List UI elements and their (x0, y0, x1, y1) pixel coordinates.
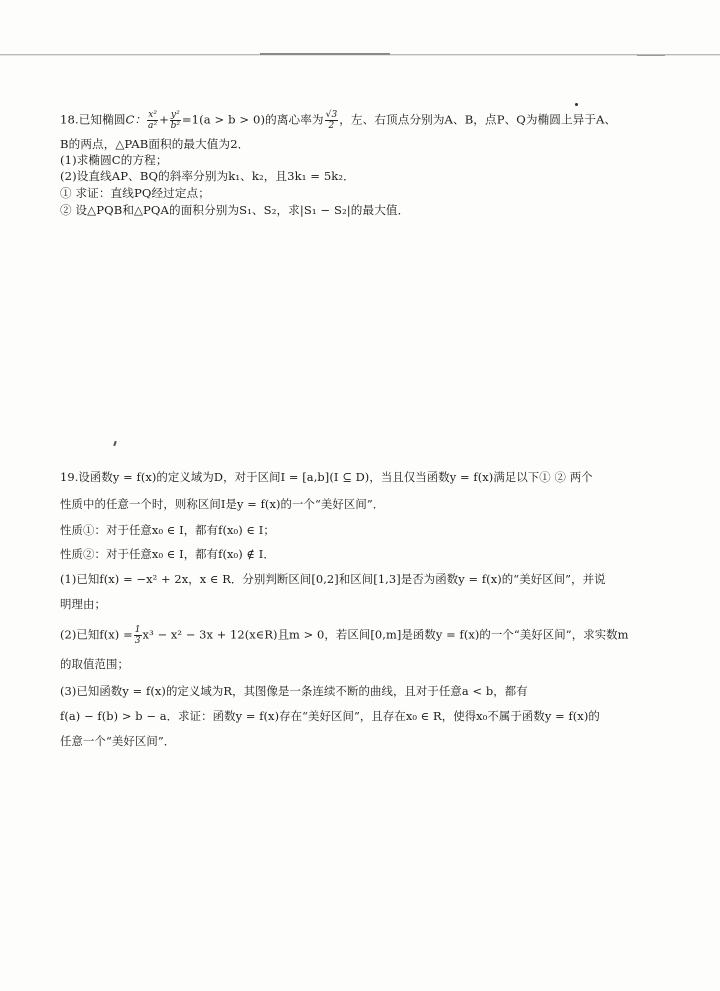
q18-ellipse-label: C： (125, 112, 147, 127)
q19-part-2 (60, 625, 629, 646)
q19-text: (2)已知f(x) = (60, 627, 133, 642)
q18-line-2: B的两点，△PAB面积的最大值为2． (60, 137, 250, 151)
fraction-x2-a2 (147, 110, 158, 131)
fraction-one-third (134, 625, 142, 646)
q18-text: ，左、右顶点分别为A、B，点P、Q为椭圆上异于A、 (339, 112, 617, 127)
q19-property-2: 性质②：对于任意x₀ ∈ I，都有f(x₀) ∉ I． (60, 547, 275, 561)
q18-text: =1(a > b > 0)的离心率为 (181, 112, 324, 127)
q19-line-1: 19.设函数y = f(x)的定义域为D，对于区间I = [a,b](I ⊆ D)，当且仅当函数y = f(x)满足以下① ② 两个 (60, 470, 593, 484)
fraction-denominator: 3 (134, 636, 141, 646)
q18-text: 18.已知椭圆 (60, 112, 126, 127)
scan-speck (575, 103, 578, 106)
scan-edge-shadow (0, 55, 720, 56)
q19-part-2-cont: 的取值范围； (60, 657, 129, 671)
scan-edge-tick (637, 55, 665, 56)
q19-line-2: 性质中的任意一个时，则称区间I是y = f(x)的一个“美好区间”． (60, 497, 385, 511)
scan-mark (113, 441, 117, 446)
fraction-numerator: x² (148, 110, 158, 120)
fraction-numerator: 1 (134, 625, 141, 635)
q18-part-2-i: ① 求证：直线PQ经过定点； (60, 186, 210, 200)
q19-part-3-end: 任意一个“美好区间”． (60, 734, 176, 748)
q19-text: x³ − x² − 3x + 12(x∈R)且m > 0，若区间[0,m]是函数y = f(x)的一个“美好区间”，求实数m (142, 627, 629, 642)
fraction-denominator: 2 (328, 121, 335, 131)
q18-line-1 (60, 110, 616, 131)
q18-part-1: (1)求椭圆C的方程； (60, 153, 168, 167)
q19-part-3-cont: f(a) − f(b) > b − a．求证：函数y = f(x)存在“美好区间”，且存在x₀ ∈ R，使得x₀不属于函数y = f(x)的 (60, 709, 600, 723)
plus-sign: + (159, 112, 169, 127)
scan-edge-segment (260, 53, 390, 55)
q19-part-1-cont: 明理由； (60, 597, 106, 611)
fraction-numerator: √3 (325, 110, 338, 120)
q19-property-1: 性质①：对于任意x₀ ∈ I，都有f(x₀) ∈ I； (60, 523, 275, 537)
q18-part-2-ii: ② 设△PQB和△PQA的面积分别为S₁、S₂，求|S₁ − S₂|的最大值． (60, 203, 410, 217)
fraction-denominator: b² (170, 121, 181, 131)
fraction-y2-b2 (170, 110, 181, 131)
fraction-denominator: a² (148, 121, 158, 131)
q18-part-2: (2)设直线AP、BQ的斜率分别为k₁、k₂，且3k₁ = 5k₂． (60, 169, 355, 183)
q19-part-3: (3)已知函数y = f(x)的定义域为R，其图像是一条连续不断的曲线，且对于任意a < b，都有 (60, 684, 528, 698)
fraction-numerator: y² (170, 110, 180, 120)
q19-part-1: (1)已知f(x) = −x² + 2x，x ∈ R．分别判断区间[0,2]和区间[1,3]是否为函数y = f(x)的“美好区间”，并说 (60, 572, 606, 586)
fraction-eccentricity (325, 110, 339, 131)
